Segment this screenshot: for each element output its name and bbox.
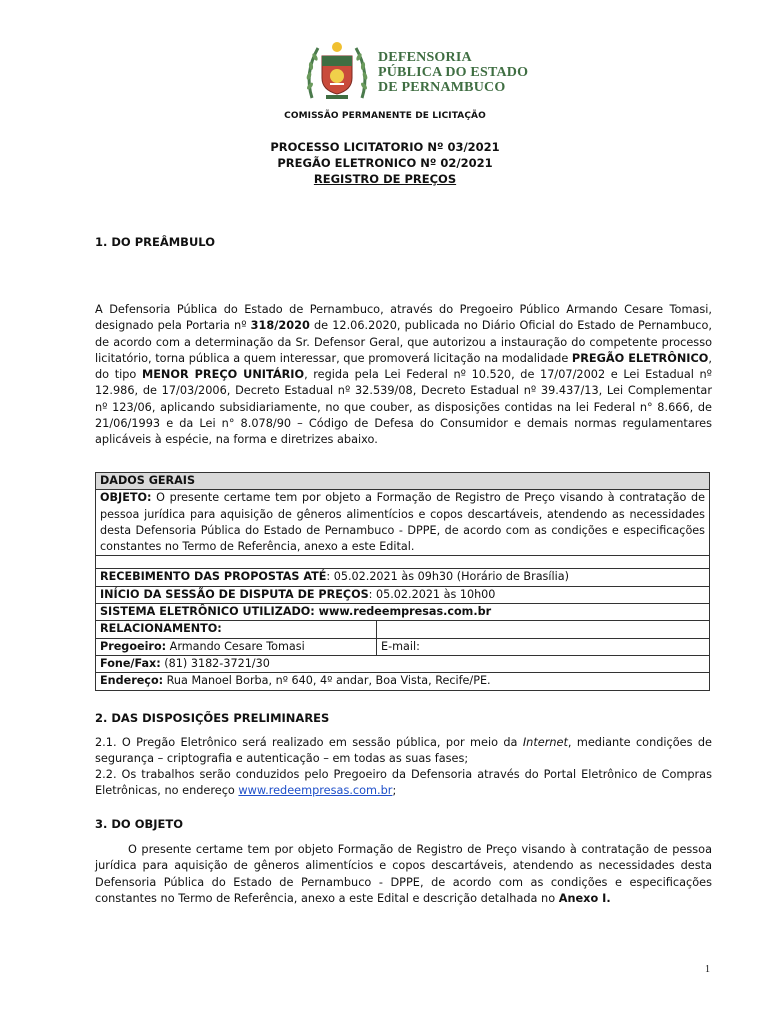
section2-paragraph-2 <box>95 767 712 800</box>
committee-name: COMISSÃO PERMANENTE DE LICITAÇÃO <box>284 111 486 121</box>
table-spacer <box>96 556 710 569</box>
org-name-line3: DE PERNAMBUCO <box>378 80 506 95</box>
section1-heading: 1. DO PREÂMBULO <box>95 235 215 249</box>
general-data-table <box>95 472 710 691</box>
pregoeiro-label: Pregoeiro: <box>100 639 167 653</box>
process-title: PROCESSO LICITATORIO Nº 03/2021 <box>270 140 500 154</box>
org-name-line1: DEFENSORIA <box>378 50 472 65</box>
endereco-label: Endereço: <box>100 674 164 688</box>
s2-p1-internet: Internet <box>522 736 568 749</box>
relacionamento-empty-cell <box>377 621 710 638</box>
s1-tipo: MENOR PREÇO UNITÁRIO <box>141 368 305 382</box>
s1-text-c: de 12.06.2020, publicada no Diário Oficial do Estado de Pernambuco, de acordo com a determinação da Sr. Defensor Geral, que autorizou a instauração do competente processo licitatório, torna pública a quem interessar, que promoverá licitação na modalidade <box>95 319 712 365</box>
registro-title: REGISTRO DE PREÇOS <box>313 172 457 186</box>
page-number: 1 <box>705 964 710 975</box>
s2-p2-c: ; <box>392 784 397 798</box>
recebimento-label: RECEBIMENTO DAS PROPOSTAS ATÉ <box>100 570 327 584</box>
pregoeiro-value: Armando Cesare Tomasi <box>166 639 305 653</box>
endereco-value: Rua Manoel Borba, nº 640, 4º andar, Boa Vista, Recife/PE. <box>163 674 491 688</box>
email-cell: E-mail: <box>377 638 710 655</box>
redeempresas-link[interactable]: www.redeempresas.com.br <box>238 784 393 798</box>
s2-p1-a: 2.1. O Pregão Eletrônico será realizado em sessão pública, por meio da <box>95 736 523 749</box>
s3-text-a: O presente certame tem por objeto Formação de Registro de Preço visando à contratação de pessoa jurídica para aquisição de gêneros alimentícios e copos descartáveis, atendendo as necessidades desta Defensoria Pública do Estado de Pernambuco - DPPE, de acordo com as condições e especificações constantes no Termo de Referência, anexo a este Edital e descrição detalhada no <box>95 843 712 905</box>
s1-modalidade: PREGÃO ELETRÔNICO <box>571 351 709 365</box>
s2-p1-c: , mediante condições de segurança – criptografia e autenticação – em todas as suas fases; <box>95 736 712 766</box>
endereco-cell <box>96 673 710 690</box>
section2-paragraph-1 <box>95 735 712 768</box>
objeto-text: O presente certame tem por objeto a Formação de Registro de Preço visando à contratação de pessoa jurídica para aquisição de gêneros alimentícios e copos descartáveis, atendendo as necessidades desta Defensoria Pública do Estado de Pernambuco - DPPE, de acordo com as condições e especificações constantes no Termo de Referência, anexo a este Edital. <box>100 491 705 554</box>
coat-of-arms-icon <box>302 38 372 104</box>
org-name <box>378 50 528 95</box>
document-titles <box>0 139 770 187</box>
org-logo <box>302 38 529 104</box>
inicio-value: : 05.02.2021 às 10h00 <box>368 587 496 601</box>
fone-label: Fone/Fax: <box>100 656 161 670</box>
org-name-line2: PÚBLICA DO ESTADO <box>378 65 529 80</box>
section1-paragraph <box>95 302 712 449</box>
section3-heading: 3. DO OBJETO <box>95 817 183 831</box>
pregao-title: PREGÃO ELETRONICO Nº 02/2021 <box>277 156 493 170</box>
s3-anexo: Anexo I. <box>558 891 611 905</box>
fone-value: (81) 3182-3721/30 <box>160 656 270 670</box>
relacionamento-cell: RELACIONAMENTO: <box>96 621 377 638</box>
inicio-cell <box>96 586 710 603</box>
s2-p2-a: 2.2. Os trabalhos serão conduzidos pelo Pregoeiro da Defensoria através do Portal Eletrônico de Compras Eletrônicas, no endereço <box>95 768 712 798</box>
recebimento-cell <box>96 569 710 586</box>
inicio-label: INÍCIO DA SESSÃO DE DISPUTA DE PREÇOS <box>100 587 369 601</box>
objeto-cell <box>96 490 710 556</box>
table-header: DADOS GERAIS <box>96 473 710 490</box>
pregoeiro-cell <box>96 638 377 655</box>
objeto-label: OBJETO: <box>100 491 152 505</box>
sistema-cell: SISTEMA ELETRÔNICO UTILIZADO: www.redeempresas.com.br <box>96 604 710 621</box>
s1-text-a: A Defensoria Pública do Estado de Pernambuco, através do Pregoeiro Público Armando Cesare Tomasi, designado pela Portaria nº <box>95 303 712 333</box>
s1-text-g: , regida pela Lei Federal nº 10.520, de 17/07/2002 e Lei Estadual nº 12.986, de 17/03/2006, Decreto Estadual nº 32.539/08, Decreto Estadual nº 39.437/13, Lei Complementar nº 123/06, aplicando subsidiariamente, no que couber, as disposições contidas na lei Federal n° 8.666, de 21/06/1993 e da Lei n° 8.078/90 – Código de Defesa do Consumidor e demais normas regulamentares aplicáveis à espécie, na forma e diretrizes abaixo. <box>95 368 712 447</box>
fone-cell <box>96 655 710 672</box>
recebimento-value: : 05.02.2021 às 09h30 (Horário de Brasília) <box>326 570 569 584</box>
section2-heading: 2. DAS DISPOSIÇÕES PRELIMINARES <box>95 711 330 725</box>
s1-portaria: 318/2020 <box>250 319 310 333</box>
section3-paragraph <box>95 842 712 907</box>
s1-text-e: , do tipo <box>95 351 712 382</box>
